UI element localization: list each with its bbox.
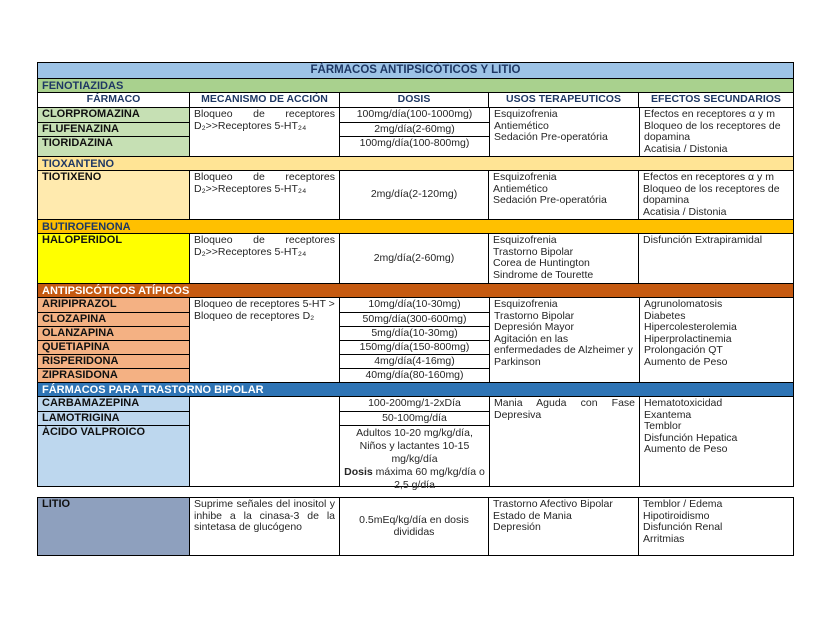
column-header-mecanismo: MECANISMO DE ACCIÓN <box>189 93 339 107</box>
section-body-fenotiazidas <box>38 107 793 156</box>
dose-litio: 0.5mEq/kg/día en dosis divididas <box>339 498 488 555</box>
usos-cell: Esquizofrenia Antiemético Sedación Pre-operatória <box>488 171 638 219</box>
drug-ziprasidona: ZIPRASIDONA <box>38 368 189 382</box>
dose-column <box>339 298 489 382</box>
dose-aripiprazol: 10mg/día(10-30mg) <box>368 298 461 310</box>
efectos-cell: Agrunolomatosis Diabetes Hipercolesterolemia Hiperprolactinemia Prolongación QT Aumento de Peso <box>639 298 793 382</box>
mechanism-cell: Bloqueo de receptores D₂>>Receptores 5-HT₂₄ <box>189 171 339 219</box>
dose-haloperidol: 2mg/día(2-60mg) <box>339 234 488 283</box>
section-band-fenotiazidas: FENOTIAZIDAS <box>38 78 793 92</box>
mechanism-cell: Suprime señales del inositol y inhibe a la cinasa-3 de la sintetasa de glucógeno <box>189 498 339 555</box>
dose-risperidona: 4mg/día(4-16mg) <box>340 354 489 368</box>
dose-column <box>339 397 489 491</box>
usos-cell: Esquizofrenia Antiemético Sedación Pre-operatória <box>489 108 639 156</box>
section-body-tioxanteno <box>38 170 793 219</box>
mechanism-cell: Bloqueo de receptores D₂>>Receptores 5-HT₂₄ <box>189 108 339 156</box>
column-header-farmaco: FÁRMACO <box>86 93 141 105</box>
drug-clorpromazina: CLORPROMAZINA <box>38 108 189 122</box>
efectos-cell: Efectos en receptores α y m Bloqueo de los receptores de dopamina Acatisia / Distonia <box>639 108 793 156</box>
drug-risperidona: RISPERIDONA <box>38 354 189 368</box>
drug-carbamazepina: CARBAMAZEPINA <box>38 397 189 411</box>
drug-clozapina: CLOZAPINA <box>38 312 189 326</box>
efectos-cell: Disfunción Extrapiramidal <box>638 234 793 283</box>
dose-clozapina: 50mg/día(300-600mg) <box>340 312 489 326</box>
section-band-butirofenona: BUTIROFENONA <box>38 219 793 233</box>
section-band-bipolar: FÁRMACOS PARA TRASTORNO BIPOLAR <box>38 382 793 396</box>
dose-olanzapina: 5mg/día(10-30mg) <box>340 326 489 340</box>
drug-haloperidol: HALOPERIDOL <box>38 234 189 283</box>
section-band-tioxanteno: TIOXANTENO <box>38 156 793 170</box>
drug-name-column <box>38 298 189 382</box>
dose-quetiapina: 150mg/día(150-800mg) <box>340 340 489 354</box>
section-body-litio <box>38 498 793 555</box>
usos-cell: Esquizofrenia Trastorno Bipolar Depresión Mayor Agitación en las enfermedades de Alzheimer y Parkinson <box>489 298 639 382</box>
drug-lamotrigina: LAMOTRIGINA <box>38 411 189 425</box>
usos-cell: Trastorno Afectivo Bipolar Estado de Mania Depresión <box>488 498 638 555</box>
dose-acido-valproico: Adultos 10-20 mg/kg/día, Niños y lactantes 10-15 mg/kg/día Dosis máxima 60 mg/kg/día o 2,5 g/día <box>340 425 489 493</box>
dose-tiotixeno: 2mg/día(2-120mg) <box>339 171 488 219</box>
efectos-cell: Hematotoxicidad Exantema Temblor Disfunción Hepatica Aumento de Peso <box>639 397 793 486</box>
section-body-bipolar <box>38 396 793 491</box>
dose-column <box>339 108 489 156</box>
mechanism-cell: Bloqueo de receptores D₂>>Receptores 5-HT₂₄ <box>189 234 339 283</box>
table-title: FÁRMACOS ANTIPSICÓTICOS Y LITIO <box>38 63 793 78</box>
main-table <box>37 62 794 491</box>
drug-table <box>37 62 794 556</box>
column-header-efectos: EFECTOS SECUNDARIOS <box>638 93 793 107</box>
section-body-atipicos <box>38 297 793 382</box>
section-body-butirofenona <box>38 233 793 283</box>
usos-cell: Mania Aguda con Fase Depresiva <box>489 397 639 486</box>
dose-lamotrigina: 50-100mg/día <box>340 411 489 425</box>
dose-flufenazina: 2mg/día(2-60mg) <box>340 122 489 136</box>
drug-tioridazina: TIORIDAZINA <box>38 136 189 156</box>
drug-litio: LITIO <box>38 498 189 555</box>
drug-quetiapina: QUETIAPINA <box>38 340 189 354</box>
section-band-atipicos: ANTIPSICÓTICOS ATÍPICOS <box>38 283 793 297</box>
drug-flufenazina: FLUFENAZINA <box>38 122 189 136</box>
drug-name-column <box>38 397 189 486</box>
dose-carbamazepina: 100-200mg/1-2xDía <box>368 397 461 409</box>
drug-aripiprazol: ARIPIPRAZOL <box>38 298 189 312</box>
efectos-cell: Temblor / Edema Hipotiroidismo Disfunción Renal Arritmias <box>638 498 793 555</box>
drug-name-column <box>38 108 189 156</box>
column-header-dosis: DOSIS <box>339 93 488 107</box>
mechanism-cell: Bloqueo de receptores 5-HT > Bloqueo de receptores D₂ <box>189 298 339 382</box>
drug-olanzapina: OLANZAPINA <box>38 326 189 340</box>
column-header-row <box>38 92 793 107</box>
dose-clorpromazina: 100mg/día(100-1000mg) <box>356 108 473 120</box>
drug-acido-valproico: ÁCIDO VALPROICO <box>38 425 189 486</box>
mechanism-cell-empty <box>189 397 339 486</box>
efectos-cell: Efectos en receptores α y m Bloqueo de los receptores de dopamina Acatisia / Distonia <box>638 171 793 219</box>
dose-tioridazina: 100mg/día(100-800mg) <box>340 136 489 156</box>
dose-ziprasidona: 40mg/día(80-160mg) <box>340 368 489 382</box>
column-header-usos: USOS TERAPEUTICOS <box>488 93 638 107</box>
litio-table <box>37 497 794 556</box>
drug-tiotixeno: TIOTIXENO <box>38 171 189 219</box>
usos-cell: Esquizofrenia Trastorno Bipolar Corea de Huntington Sindrome de Tourette <box>488 234 638 283</box>
